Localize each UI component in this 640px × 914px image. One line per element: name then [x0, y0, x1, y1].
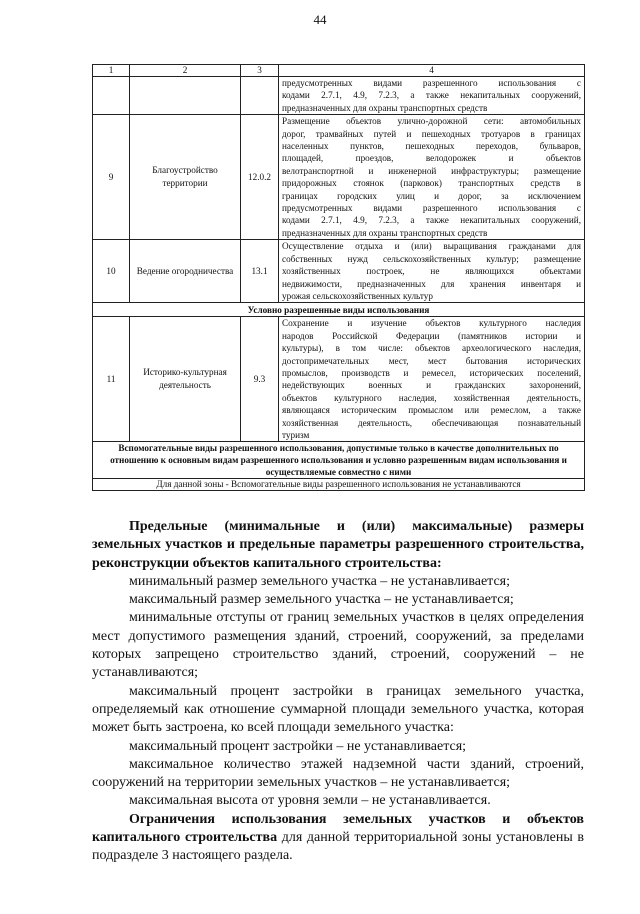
table-header-row	[93, 65, 585, 77]
description-line: предусмотренных видами разрешенного использования с	[282, 203, 581, 214]
table-row-11	[93, 317, 585, 442]
description-line: придорожных стоянок (парковок) транспортных средств в	[282, 178, 581, 189]
description-line: кодами 2.7.1, 4.9, 7.2.3, а также некапитальных сооружений,	[282, 215, 581, 226]
description-line: предназначенных для охраны транспортных средств	[282, 227, 488, 238]
table-row-10	[93, 240, 585, 303]
description-line: объектов культурного наследия, хозяйственная деятельность,	[282, 392, 581, 403]
description-line: недействующих военных и гражданских захоронений,	[282, 380, 581, 391]
parameters-heading: Предельные (минимальные и (или) максимальные) размеры земельных участков и предельные параметры разрешенного строительства, реконструкции объектов капитального строительства:	[92, 519, 584, 571]
row-description	[279, 240, 585, 303]
header-col-4: 4	[279, 65, 585, 77]
description-line: народов Российской Федерации (памятников истории и	[282, 330, 581, 341]
row-number: 9	[93, 115, 130, 240]
description-line: хозяйственных построек, не являющихся объектами	[282, 266, 581, 277]
description-line: промыслов, производств и ремесел, исторических поселений,	[282, 367, 581, 378]
row-description	[279, 317, 585, 442]
row-description	[279, 115, 585, 240]
description-line: предусмотренных видами разрешенного использования с	[282, 78, 581, 88]
description-line: Сохранение и изучение объектов культурного наследия	[282, 318, 581, 329]
description-line: дорог, трамвайных путей и пешеходных тротуаров в границах	[282, 128, 581, 139]
description-line: Осуществление отдыха и (или) выращивания гражданами для	[282, 241, 581, 252]
description-line: урожая сельскохозяйственных культур	[282, 290, 433, 301]
description-line: населенных пунктов, пешеходных переходов, бульваров,	[282, 141, 581, 152]
max-percent-paragraph: максимальный процент застройки – не устанавливается;	[129, 738, 467, 754]
restrictions-paragraph	[92, 811, 584, 866]
page-number: 44	[313, 12, 327, 27]
header-col-1: 1	[93, 65, 130, 77]
restrictions-text: для данной территориальной зоны установлены в подразделе 3 настоящего раздела.	[92, 830, 584, 864]
description-line: границах городских улиц и дорог, за исключением	[282, 190, 581, 201]
description-line: площадей, проездов, велодорожек и объектов	[282, 153, 581, 164]
row-use-name: Ведение огородничества	[130, 240, 241, 303]
row-code: 12.0.2	[241, 115, 279, 240]
table-row-9	[93, 115, 585, 240]
description-line: туризм	[282, 429, 310, 440]
max-percent-definition-paragraph: максимальный процент застройки в границах земельного участка, определяемый как отношение суммарной площади земельного участка, которая может быть застроена, ко всей площади земельного участка:	[92, 683, 584, 736]
setbacks-paragraph: минимальные отступы от границ земельных участков в целях определения мест допустимого размещения зданий, строений, сооружений, за пределами которых запрещено строительство зданий, строений, сооружений – не устанавливаются;	[92, 610, 584, 681]
row-use-name: Историко-культурная деятельность	[130, 317, 241, 442]
land-use-table	[92, 64, 585, 491]
section-row-conditional	[93, 303, 585, 317]
auxiliary-header: Вспомогательные виды разрешенного использования, допустимые только в качестве дополнительных по отношению к основным видам разрешенного использования и условно разрешенным видам использования и осуществляемые совместно с ними	[93, 442, 585, 479]
description-line: предназначенных для охраны транспортных средств	[282, 102, 488, 113]
description-line: собственных нужд сельскохозяйственных культур; размещение	[282, 253, 581, 264]
section-title: Условно разрешенные виды использования	[93, 303, 585, 317]
header-col-2: 2	[130, 65, 241, 77]
description-line: достопримечательных мест, мест бытования исторических	[282, 355, 581, 366]
body-text	[92, 518, 584, 866]
auxiliary-note-row	[93, 479, 585, 491]
section-row-auxiliary	[93, 442, 585, 479]
description-line: хозяйственная деятельность, обеспечивающая познавательный	[282, 417, 581, 428]
floors-paragraph: максимальное количество этажей надземной части зданий, строений, сооружений на территории земельных участков – не устанавливается;	[92, 756, 584, 791]
description-line: культуры), в том числе: объектов археологического наследия,	[282, 343, 581, 354]
table-row-continued	[93, 77, 585, 115]
max-size-paragraph: максимальный размер земельного участка – не устанавливается;	[129, 592, 514, 608]
min-size-paragraph: минимальный размер земельного участка – не устанавливается;	[129, 573, 511, 589]
description-line: недвижимости, предназначенных для хранения инвентаря и	[282, 278, 581, 289]
description-line: кодами 2.7.1, 4.9, 7.2.3, а также некапитальных сооружений,	[282, 90, 581, 101]
description-line: велотранспортной и инженерной инфраструктуры; размещение	[282, 165, 581, 176]
row-use-name: Благоустройство территории	[130, 115, 241, 240]
description-line: Размещение объектов улично-дорожной сети: автомобильных	[282, 116, 581, 127]
row-number: 10	[93, 240, 130, 303]
row-code: 13.1	[241, 240, 279, 303]
restrictions-bold: Ограничения использования земельных участков и объектов капитального строительства	[92, 811, 584, 846]
header-col-3: 3	[241, 65, 279, 77]
row-number: 11	[93, 317, 130, 442]
row-code: 9.3	[241, 317, 279, 442]
description-line: являющаяся историческим промыслом или ремеслом, а также	[282, 405, 581, 416]
auxiliary-note: Для данной зоны - Вспомогательные виды разрешенного использования не устанавливаются	[93, 479, 585, 491]
height-paragraph: максимальная высота от уровня земли – не устанавливается.	[129, 793, 491, 809]
row-description	[279, 77, 585, 115]
